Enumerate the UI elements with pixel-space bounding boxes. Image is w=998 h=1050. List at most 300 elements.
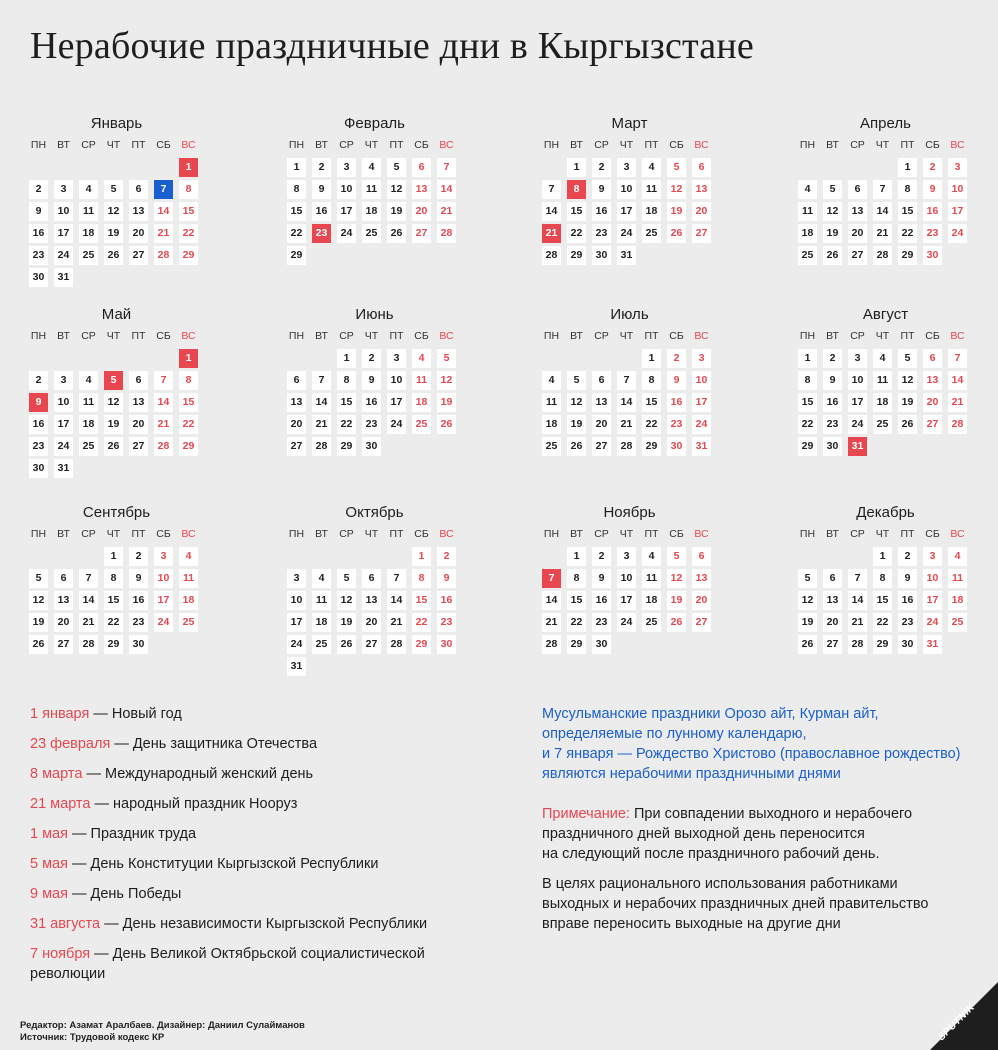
day-cell: 12 [798, 591, 817, 610]
day-cell: 9 [667, 371, 686, 390]
day-cell: 20 [129, 224, 148, 243]
empty-cell [848, 547, 867, 566]
day-cell: 20 [54, 613, 73, 632]
day-cell: 25 [642, 613, 661, 632]
weekday-header: ПТ [900, 330, 915, 342]
holiday-list [30, 704, 500, 994]
day-cell: 19 [29, 613, 48, 632]
day-cell: 8 [104, 569, 123, 588]
day-cell: 23 [592, 224, 611, 243]
day-cell: 12 [104, 393, 123, 412]
day-cell: 10 [617, 180, 636, 199]
month-calendar [29, 114, 204, 287]
day-cell: 30 [592, 246, 611, 265]
day-cell: 5 [667, 158, 686, 177]
day-cell: 29 [873, 635, 892, 654]
day-cell: 21 [873, 224, 892, 243]
weekday-header: ПТ [644, 330, 659, 342]
month-calendar [287, 305, 462, 456]
day-cell: 24 [923, 613, 942, 632]
holiday-desc: — Новый год [89, 706, 182, 722]
day-cell: 7 [154, 180, 173, 199]
empty-cell [823, 158, 842, 177]
day-cell: 22 [898, 224, 917, 243]
weekday-header: СБ [414, 330, 429, 342]
weekday-header: ПН [799, 139, 816, 151]
weekday-header: СБ [156, 528, 171, 540]
month-name: Апрель [860, 115, 911, 132]
day-cell: 16 [29, 415, 48, 434]
weekday-header: ВТ [570, 528, 583, 540]
day-cell: 22 [287, 224, 306, 243]
day-cell: 17 [948, 202, 967, 221]
day-cell: 30 [29, 459, 48, 478]
weekday-header: ПТ [644, 139, 659, 151]
day-cell: 14 [387, 591, 406, 610]
day-cell: 16 [362, 393, 381, 412]
day-cell: 2 [667, 349, 686, 368]
day-cell: 5 [798, 569, 817, 588]
day-cell: 6 [692, 547, 711, 566]
day-cell: 29 [898, 246, 917, 265]
day-cell: 14 [542, 202, 561, 221]
empty-cell [79, 547, 98, 566]
day-cell: 1 [412, 547, 431, 566]
day-cell: 28 [617, 437, 636, 456]
credits-editor: Редактор: Азамат Аралбаев. Дизайнер: Даниил Сулайманов [20, 1020, 305, 1031]
day-cell: 15 [179, 393, 198, 412]
day-cell: 13 [692, 569, 711, 588]
day-cell: 26 [437, 415, 456, 434]
day-cell: 14 [79, 591, 98, 610]
day-cell: 14 [948, 371, 967, 390]
weekday-header: ВС [181, 330, 196, 342]
day-cell: 12 [29, 591, 48, 610]
note-line: выходных и нерабочих праздничных дней правительство [542, 896, 929, 912]
day-cell: 22 [567, 224, 586, 243]
day-cell: 9 [898, 569, 917, 588]
day-cell: 14 [437, 180, 456, 199]
weekday-header: ВС [950, 528, 965, 540]
weekday-header: СР [339, 528, 354, 540]
credits-source: Источник: Трудовой кодекс КР [20, 1032, 165, 1043]
day-cell: 16 [898, 591, 917, 610]
day-cell: 27 [592, 437, 611, 456]
holiday-desc: — Праздник труда [67, 826, 197, 842]
day-cell: 29 [412, 635, 431, 654]
day-cell: 25 [642, 224, 661, 243]
day-cell: 10 [337, 180, 356, 199]
month-calendar [542, 305, 717, 456]
day-cell: 19 [387, 202, 406, 221]
weekday-header: ПН [799, 330, 816, 342]
day-cell: 30 [667, 437, 686, 456]
day-cell: 26 [104, 437, 123, 456]
day-cell: 27 [692, 224, 711, 243]
holiday-desc: — День независимости Кыргызской Республики [100, 916, 428, 932]
day-cell: 17 [692, 393, 711, 412]
empty-cell [848, 158, 867, 177]
day-cell: 8 [798, 371, 817, 390]
empty-cell [312, 349, 331, 368]
empty-cell [287, 349, 306, 368]
day-cell: 2 [437, 547, 456, 566]
day-cell: 20 [412, 202, 431, 221]
holiday-item [30, 824, 500, 844]
day-cell: 3 [287, 569, 306, 588]
day-cell: 27 [412, 224, 431, 243]
day-cell: 11 [542, 393, 561, 412]
day-cell: 8 [179, 371, 198, 390]
day-cell: 29 [104, 635, 123, 654]
day-cell: 15 [642, 393, 661, 412]
day-cell: 2 [823, 349, 842, 368]
weekday-header: СБ [669, 330, 684, 342]
day-cell: 20 [923, 393, 942, 412]
day-cell: 13 [362, 591, 381, 610]
day-cell: 29 [567, 635, 586, 654]
day-cell: 3 [848, 349, 867, 368]
day-cell: 11 [948, 569, 967, 588]
day-cell: 25 [179, 613, 198, 632]
day-cell: 12 [104, 202, 123, 221]
day-cell: 12 [437, 371, 456, 390]
note-line: вправе переносить выходные на другие дни [542, 916, 841, 932]
weekday-header: ВТ [57, 528, 70, 540]
day-cell: 30 [923, 246, 942, 265]
month-name: Январь [90, 115, 143, 132]
weekday-header: СР [81, 528, 96, 540]
day-cell: 28 [948, 415, 967, 434]
day-cell: 1 [179, 158, 198, 177]
empty-cell [542, 547, 561, 566]
day-cell: 18 [79, 224, 98, 243]
day-cell: 23 [129, 613, 148, 632]
day-cell: 11 [642, 569, 661, 588]
day-cell: 3 [923, 547, 942, 566]
weekday-header: ВТ [826, 139, 839, 151]
day-cell: 23 [29, 437, 48, 456]
holiday-item [30, 884, 500, 904]
weekday-header: ЧТ [875, 528, 890, 540]
day-cell: 27 [54, 635, 73, 654]
day-cell: 24 [848, 415, 867, 434]
day-cell: 13 [923, 371, 942, 390]
day-cell: 3 [337, 158, 356, 177]
day-cell: 23 [437, 613, 456, 632]
day-cell: 26 [29, 635, 48, 654]
day-cell: 31 [923, 635, 942, 654]
day-cell: 3 [387, 349, 406, 368]
day-cell: 25 [542, 437, 561, 456]
month-name: Декабрь [856, 504, 915, 521]
day-cell: 9 [823, 371, 842, 390]
day-cell: 7 [312, 371, 331, 390]
day-cell: 2 [592, 547, 611, 566]
day-cell: 17 [923, 591, 942, 610]
day-cell: 2 [29, 371, 48, 390]
weekday-header: ЧТ [619, 139, 634, 151]
month-calendar [29, 503, 204, 654]
weekday-header: СБ [156, 330, 171, 342]
day-cell: 27 [923, 415, 942, 434]
note-line: и 7 января — Рождество Христово (православное рождество) [542, 746, 961, 762]
day-cell: 15 [873, 591, 892, 610]
day-cell: 24 [692, 415, 711, 434]
day-cell: 21 [437, 202, 456, 221]
day-cell: 2 [898, 547, 917, 566]
day-cell: 24 [54, 246, 73, 265]
day-cell: 5 [437, 349, 456, 368]
day-cell: 12 [898, 371, 917, 390]
day-cell: 8 [898, 180, 917, 199]
day-cell: 16 [592, 591, 611, 610]
day-cell: 18 [542, 415, 561, 434]
day-cell: 8 [179, 180, 198, 199]
weekday-header: СР [339, 139, 354, 151]
day-cell: 25 [798, 246, 817, 265]
day-cell: 16 [923, 202, 942, 221]
weekday-header: ЧТ [364, 330, 379, 342]
day-cell: 24 [54, 437, 73, 456]
weekday-header: СР [594, 139, 609, 151]
day-cell: 24 [948, 224, 967, 243]
holiday-desc: — народный праздник Нооруз [90, 796, 298, 812]
empty-cell [129, 349, 148, 368]
weekday-header: ВС [181, 139, 196, 151]
day-cell: 7 [948, 349, 967, 368]
day-cell: 18 [179, 591, 198, 610]
page-title: Нерабочие праздничные дни в Кыргызстане [30, 25, 754, 67]
day-cell: 25 [362, 224, 381, 243]
day-cell: 15 [898, 202, 917, 221]
day-cell: 16 [667, 393, 686, 412]
day-cell: 13 [129, 393, 148, 412]
holiday-date: 21 марта [30, 796, 91, 812]
day-cell: 21 [387, 613, 406, 632]
day-cell: 28 [542, 246, 561, 265]
day-cell: 15 [287, 202, 306, 221]
empty-cell [54, 349, 73, 368]
weekday-header: ВС [694, 139, 709, 151]
weekday-header: СР [81, 330, 96, 342]
day-cell: 11 [362, 180, 381, 199]
day-cell: 4 [362, 158, 381, 177]
day-cell: 4 [79, 180, 98, 199]
weekday-header: ВТ [57, 330, 70, 342]
day-cell: 30 [592, 635, 611, 654]
day-cell: 31 [617, 246, 636, 265]
day-cell: 14 [154, 202, 173, 221]
day-cell: 28 [312, 437, 331, 456]
month-calendar [29, 305, 204, 478]
day-cell: 24 [337, 224, 356, 243]
holiday-date: 8 марта [30, 766, 83, 782]
day-cell: 19 [437, 393, 456, 412]
day-cell: 25 [412, 415, 431, 434]
day-cell: 26 [667, 613, 686, 632]
day-cell: 7 [437, 158, 456, 177]
month-name: Февраль [344, 115, 405, 132]
day-cell: 8 [287, 180, 306, 199]
day-cell: 21 [542, 613, 561, 632]
weekday-header: СБ [925, 528, 940, 540]
day-cell: 7 [873, 180, 892, 199]
day-cell: 30 [362, 437, 381, 456]
day-cell: 2 [29, 180, 48, 199]
day-cell: 12 [337, 591, 356, 610]
day-cell: 28 [437, 224, 456, 243]
day-cell: 15 [104, 591, 123, 610]
weekday-header: ЧТ [364, 528, 379, 540]
holiday-date: 31 августа [30, 916, 101, 932]
day-cell: 19 [104, 224, 123, 243]
day-cell: 4 [542, 371, 561, 390]
day-cell: 4 [873, 349, 892, 368]
day-cell: 19 [823, 224, 842, 243]
weekday-header: ВТ [315, 139, 328, 151]
weekday-header: ЧТ [364, 139, 379, 151]
day-cell: 23 [823, 415, 842, 434]
day-cell: 13 [692, 180, 711, 199]
day-cell: 13 [848, 202, 867, 221]
weekday-header: ВТ [57, 139, 70, 151]
day-cell: 6 [287, 371, 306, 390]
day-cell: 14 [154, 393, 173, 412]
sputnik-logo: SPUTNIK [935, 1001, 977, 1044]
month-calendar [287, 114, 462, 265]
day-cell: 26 [898, 415, 917, 434]
note-line: являются нерабочими праздничными днями [542, 766, 841, 782]
empty-cell [79, 158, 98, 177]
day-cell: 23 [312, 224, 331, 243]
day-cell: 8 [337, 371, 356, 390]
month-calendar [542, 114, 717, 265]
weekday-header: ВС [950, 330, 965, 342]
empty-cell [79, 349, 98, 368]
day-cell: 19 [667, 591, 686, 610]
day-cell: 9 [592, 569, 611, 588]
day-cell: 26 [104, 246, 123, 265]
day-cell: 7 [387, 569, 406, 588]
day-cell: 26 [823, 246, 842, 265]
day-cell: 9 [29, 393, 48, 412]
day-cell: 15 [567, 591, 586, 610]
day-cell: 6 [823, 569, 842, 588]
weekday-header: ПН [543, 139, 560, 151]
weekday-header: ЧТ [619, 528, 634, 540]
day-cell: 22 [179, 415, 198, 434]
day-cell: 22 [642, 415, 661, 434]
day-cell: 24 [617, 613, 636, 632]
day-cell: 25 [948, 613, 967, 632]
day-cell: 13 [412, 180, 431, 199]
weekday-header: ВТ [826, 528, 839, 540]
day-cell: 4 [179, 547, 198, 566]
government-note [542, 874, 982, 934]
day-cell: 24 [154, 613, 173, 632]
day-cell: 1 [898, 158, 917, 177]
month-name: Март [611, 115, 648, 132]
day-cell: 9 [362, 371, 381, 390]
day-cell: 21 [848, 613, 867, 632]
weekday-header: ЧТ [875, 330, 890, 342]
day-cell: 26 [667, 224, 686, 243]
day-cell: 17 [154, 591, 173, 610]
weekday-header: ПТ [131, 139, 146, 151]
day-cell: 10 [948, 180, 967, 199]
holiday-date: 23 февраля [30, 736, 111, 752]
weekday-header: ВТ [826, 330, 839, 342]
day-cell: 29 [567, 246, 586, 265]
empty-cell [312, 547, 331, 566]
day-cell: 4 [412, 349, 431, 368]
day-cell: 2 [129, 547, 148, 566]
day-cell: 26 [798, 635, 817, 654]
month-name: Август [862, 306, 909, 323]
day-cell: 14 [312, 393, 331, 412]
day-cell: 25 [312, 635, 331, 654]
day-cell: 22 [873, 613, 892, 632]
day-cell: 12 [667, 569, 686, 588]
day-cell: 7 [542, 180, 561, 199]
day-cell: 6 [692, 158, 711, 177]
holiday-item [30, 854, 500, 874]
day-cell: 31 [54, 268, 73, 287]
day-cell: 22 [798, 415, 817, 434]
day-cell: 1 [287, 158, 306, 177]
day-cell: 10 [287, 591, 306, 610]
day-cell: 6 [129, 180, 148, 199]
day-cell: 2 [923, 158, 942, 177]
day-cell: 27 [129, 246, 148, 265]
day-cell: 13 [129, 202, 148, 221]
day-cell: 4 [79, 371, 98, 390]
day-cell: 25 [79, 246, 98, 265]
day-cell: 9 [312, 180, 331, 199]
day-cell: 30 [898, 635, 917, 654]
day-cell: 5 [104, 180, 123, 199]
day-cell: 27 [362, 635, 381, 654]
weekday-header: СБ [925, 330, 940, 342]
day-cell: 14 [873, 202, 892, 221]
day-cell: 9 [592, 180, 611, 199]
day-cell: 19 [104, 415, 123, 434]
day-cell: 17 [54, 415, 73, 434]
day-cell: 1 [642, 349, 661, 368]
day-cell: 8 [873, 569, 892, 588]
day-cell: 14 [848, 591, 867, 610]
weekday-header: СБ [669, 528, 684, 540]
weekday-header: ВС [439, 528, 454, 540]
day-cell: 12 [567, 393, 586, 412]
day-cell: 5 [898, 349, 917, 368]
empty-cell [29, 547, 48, 566]
day-cell: 24 [387, 415, 406, 434]
day-cell: 24 [617, 224, 636, 243]
day-cell: 3 [948, 158, 967, 177]
day-cell: 21 [154, 224, 173, 243]
weekday-header: ПН [30, 330, 47, 342]
day-cell: 19 [898, 393, 917, 412]
weekday-header: ПН [30, 139, 47, 151]
day-cell: 18 [873, 393, 892, 412]
day-cell: 17 [617, 591, 636, 610]
day-cell: 28 [542, 635, 561, 654]
day-cell: 28 [154, 246, 173, 265]
day-cell: 11 [798, 202, 817, 221]
notes [542, 704, 982, 934]
